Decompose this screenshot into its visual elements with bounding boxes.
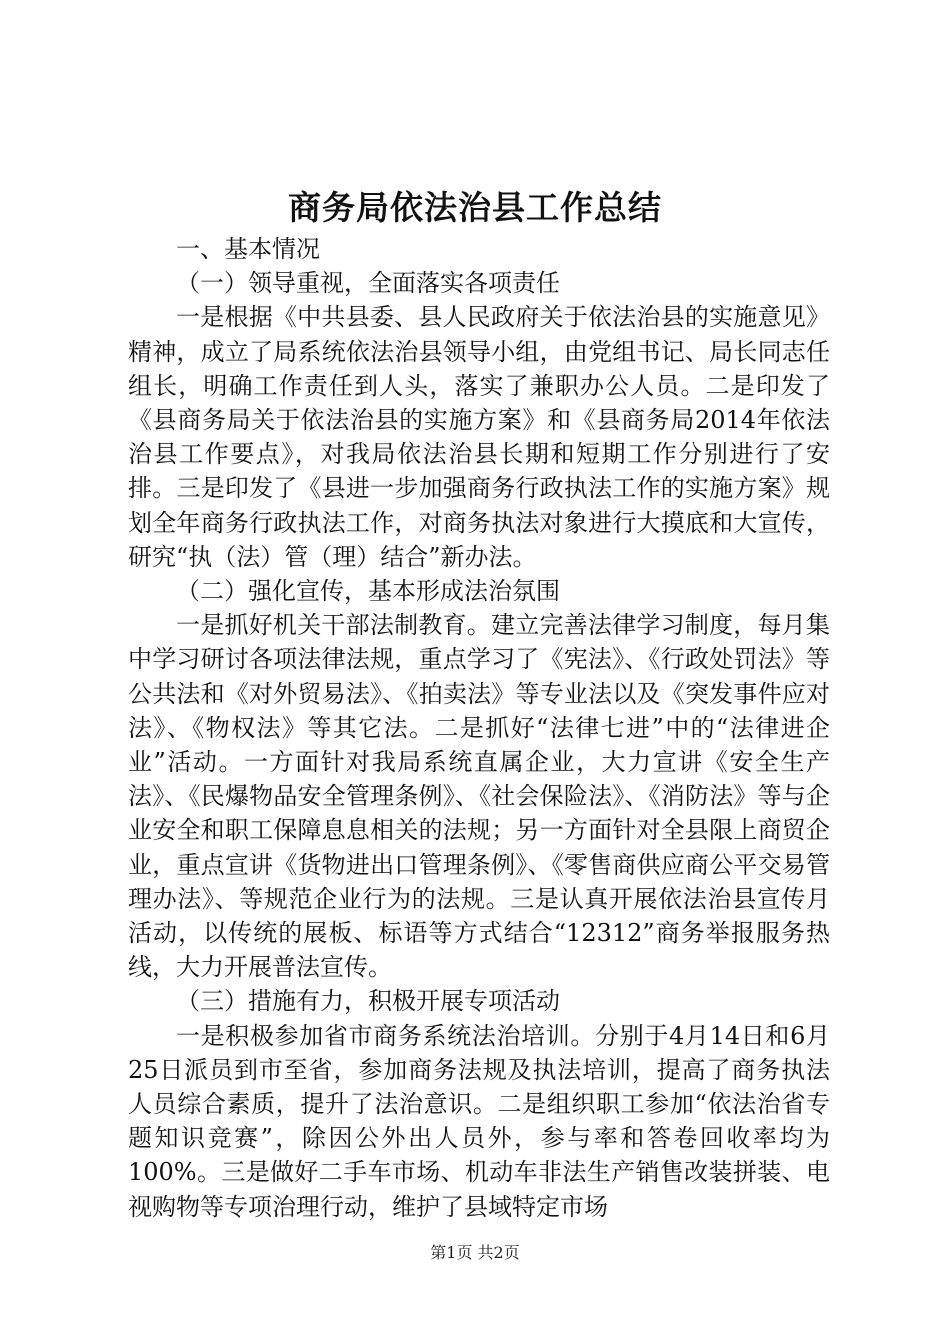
subsection-heading-special-activities: （三）措施有力，积极开展专项活动 bbox=[176, 987, 560, 1016]
document-body bbox=[128, 232, 830, 1224]
body-paragraph-special-activities: 一是积极参加省市商务系统法治培训。分别于4月14日和6月25日派员到市至省，参加商务法规及执法培训，提高了商务执法人员综合素质，提升了法治意识。二是组织职工参加“依法治省专题知识竞赛”，除因公外出人员外，参与率和答卷回收率均为100%。三是做好二手车市场、机动车非法生产销售改装拼装、电视购物等专项治理行动，维护了县域特定市场 bbox=[128, 1021, 830, 1221]
page-footer: 第1页 共2页 bbox=[430, 1243, 520, 1262]
document-title: 商务局依法治县工作总结 bbox=[288, 188, 662, 227]
body-paragraph-publicity: 一是抓好机关干部法制教育。建立完善法律学习制度，每月集中学习研讨各项法律法规，重点学习了《宪法》、《行政处罚法》等公共法和《对外贸易法》、《拍卖法》等专业法以及《突发事件应对法》、《物权法》等其它法。二是抓好“法律七进”中的“法律进企业”活动。一方面针对我局系统直属企业，大力宣讲《安全生产法》、《民爆物品安全管理条例》、《社会保险法》、《消防法》等与企业安全和职工保障息息相关的法规；另一方面针对全县限上商贸企业，重点宣讲《货物进出口管理条例》、《零售商供应商公平交易管理办法》、等规范企业行为的法规。三是认真开展依法治县宣传月活动，以传统的展板、标语等方式结合“12312”商务举报服务热线，大力开展普法宣传。 bbox=[128, 611, 830, 982]
body-paragraph-leadership: 一是根据《中共县委、县人民政府关于依法治县的实施意见》精神，成立了局系统依法治县领导小组，由党组书记、局长同志任组长，明确工作责任到人头，落实了兼职办公人员。二是印发了《县商务局关于依法治县的实施方案》和《县商务局2014年依法治县工作要点》，对我局依法治县长期和短期工作分别进行了安排。三是印发了《县进一步加强商务行政执法工作的实施方案》规划全年商务行政执法工作，对商务执法对象进行大摸底和大宣传，研究“执（法）管（理）结合”新办法。 bbox=[128, 303, 830, 571]
subsection-heading-publicity: （二）强化宣传，基本形成法治氛围 bbox=[176, 577, 560, 606]
section-heading-basic-situation: 一、基本情况 bbox=[176, 235, 320, 263]
subsection-heading-leadership: （一）领导重视，全面落实各项责任 bbox=[176, 269, 560, 298]
